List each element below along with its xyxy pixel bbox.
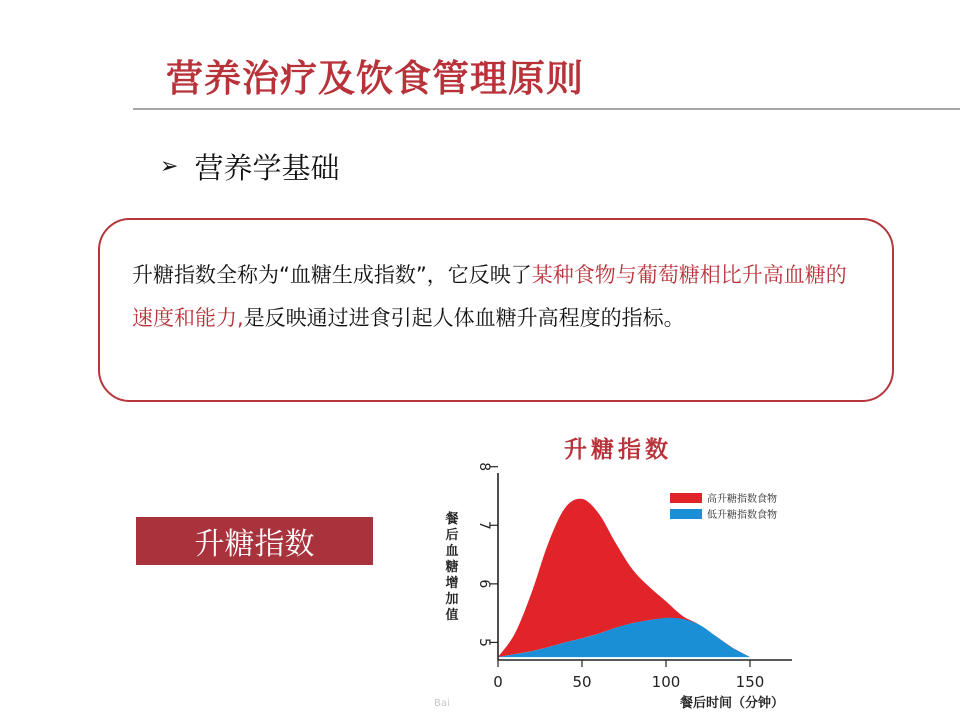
y-axis-label: 餐后血糖增加值 bbox=[445, 512, 459, 623]
x-tick-label: 50 bbox=[572, 673, 592, 691]
x-tick-label: 0 bbox=[493, 673, 503, 691]
legend-swatch bbox=[670, 493, 702, 503]
legend-label: 低升糖指数食物 bbox=[707, 510, 777, 521]
bullet-text: 营养学基础 bbox=[194, 151, 340, 185]
chart-title: 升糖指数 bbox=[564, 437, 672, 463]
watermark-text: Bai bbox=[434, 698, 450, 709]
definition-text bbox=[132, 254, 862, 340]
definition-part-2: 是反映通过进食引起人体血糖升高程度的指标。 bbox=[243, 306, 685, 330]
title-divider bbox=[133, 108, 960, 110]
arrow-bullet-icon: ➢ bbox=[160, 154, 179, 179]
x-tick-label: 150 bbox=[735, 673, 765, 691]
definition-part-1: 升糖指数全称为“血糖生成指数”，它反映了 bbox=[132, 263, 532, 287]
gi-chart bbox=[420, 425, 810, 720]
y-tick-label: 5 bbox=[476, 637, 492, 647]
x-tick-label: 100 bbox=[651, 673, 681, 691]
legend-swatch bbox=[670, 509, 702, 519]
y-tick-label: 7 bbox=[476, 520, 492, 530]
y-tick-label: 6 bbox=[476, 579, 492, 589]
x-axis-label: 餐后时间（分钟） bbox=[679, 696, 785, 711]
gi-label-box: 升糖指数 bbox=[136, 517, 373, 565]
bullet-item bbox=[160, 146, 339, 187]
page-title: 营养治疗及饮食管理原则 bbox=[166, 57, 584, 100]
definition-callout bbox=[98, 218, 894, 402]
y-tick-label: 8 bbox=[476, 462, 492, 472]
legend-label: 高升糖指数食物 bbox=[707, 494, 777, 505]
definition-highlight: 某种食物与葡萄糖相比升高血糖的速度和能力, bbox=[132, 263, 847, 330]
